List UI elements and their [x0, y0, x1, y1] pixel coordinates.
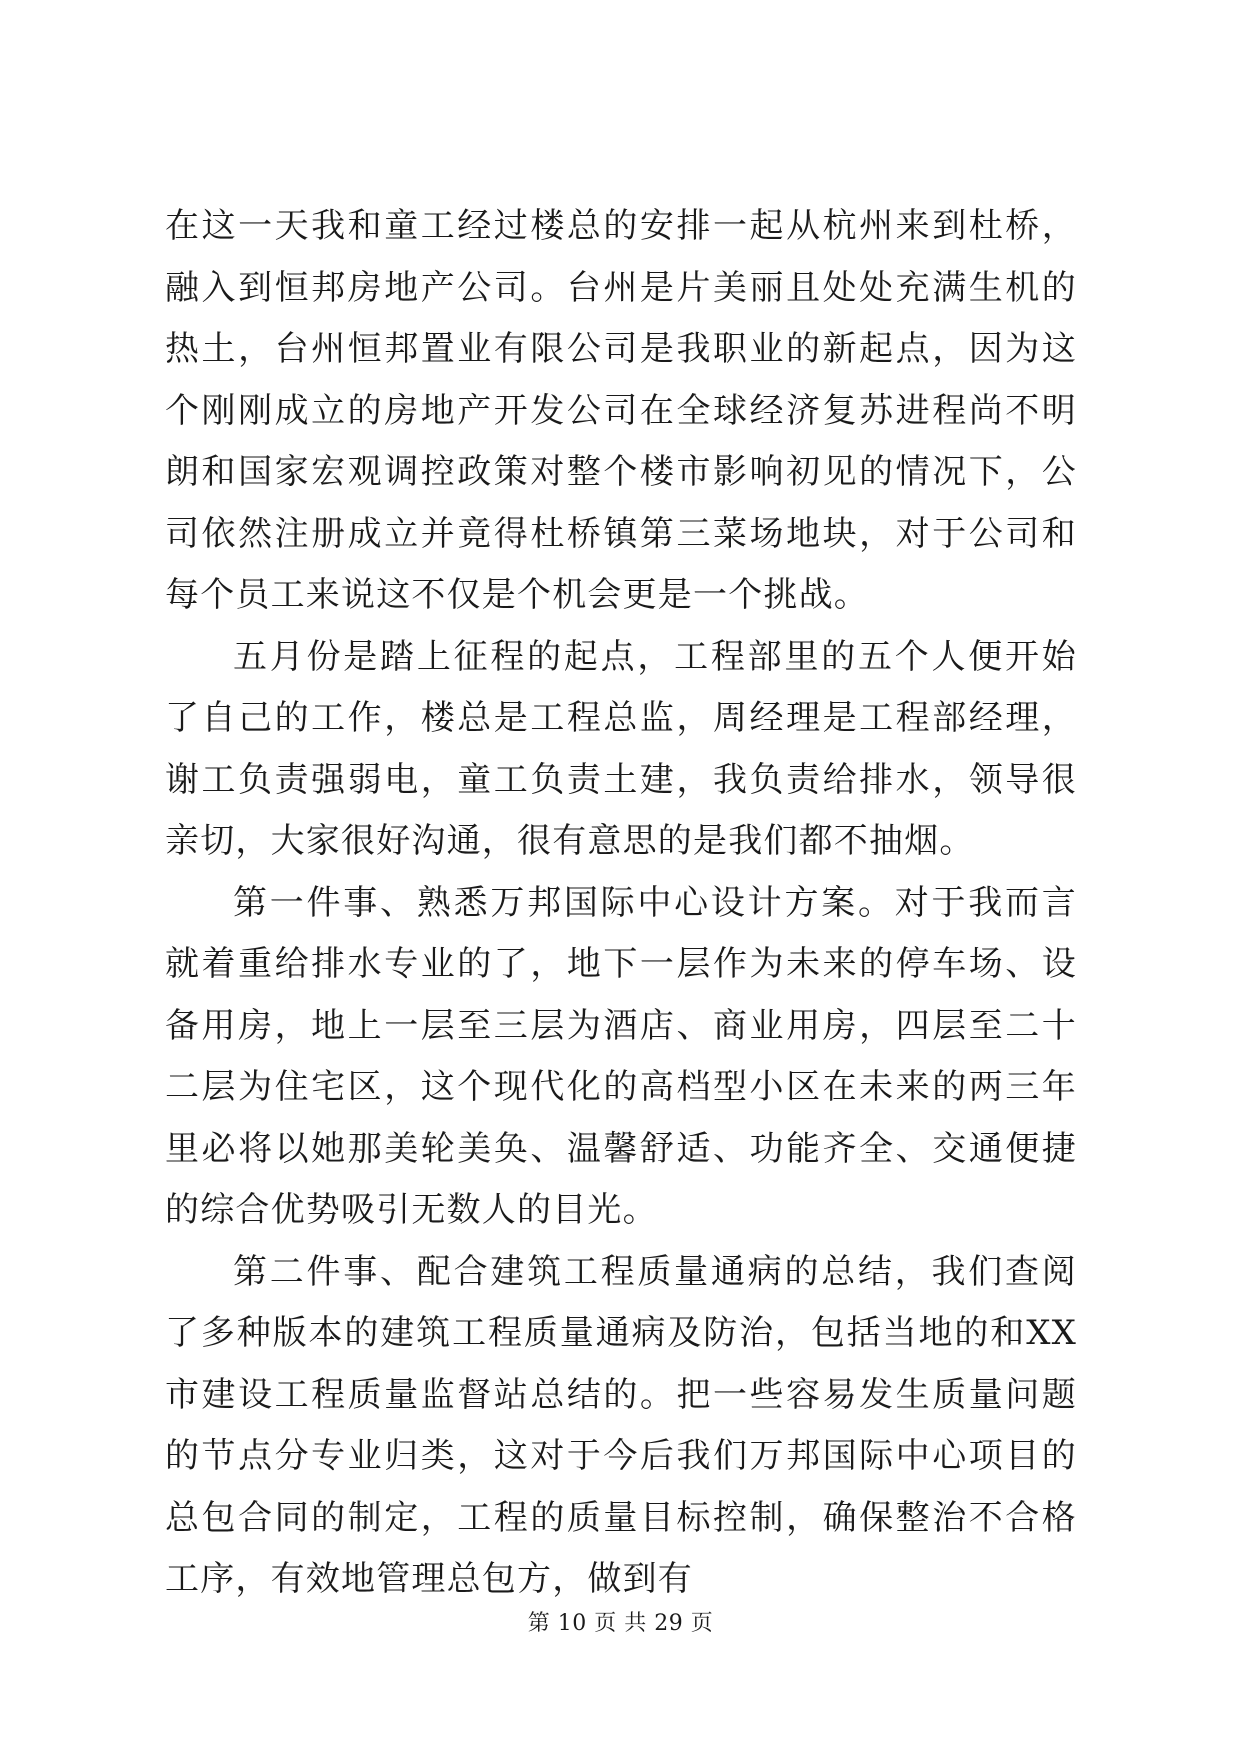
paragraph-3: 第一件事、熟悉万邦国际中心设计方案。对于我而言就着重给排水专业的了，地下一层作为未来的停车场、设备用房，地上一层至三层为酒店、商业用房，四层至二十二层为住宅区，这个现代化的高档型小区在未来的两三年里必将以她那美轮美奂、温馨舒适、功能齐全、交通便捷的综合优势吸引无数人的目光。	[165, 882, 1077, 1230]
page-number-footer: 第 10 页 共 29 页	[527, 1611, 714, 1636]
paragraph-2: 五月份是踏上征程的起点，工程部里的五个人便开始了自己的工作，楼总是工程总监，周经理是工程部经理，谢工负责强弱电，童工负责土建，我负责给排水，领导很亲切，大家很好沟通，很有意思的是我们都不抽烟。	[165, 636, 1077, 861]
paragraph-1: 在这一天我和童工经过楼总的安排一起从杭州来到杜桥，融入到恒邦房地产公司。台州是片美丽且处处充满生机的热土，台州恒邦置业有限公司是我职业的新起点，因为这个刚刚成立的房地产开发公司在全球经济复苏进程尚不明朗和国家宏观调控政策对整个楼市影响初见的情况下，公司依然注册成立并竟得杜桥镇第三菜场地块，对于公司和每个员工来说这不仅是个机会更是一个挑战。	[165, 206, 1077, 615]
document-body	[165, 196, 1077, 1611]
paragraph-4: 第二件事、配合建筑工程质量通病的总结，我们查阅了多种版本的建筑工程质量通病及防治，包括当地的和XX市建设工程质量监督站总结的。把一些容易发生质量问题的节点分专业归类，这对于今后我们万邦国际中心项目的总包合同的制定，工程的质量目标控制，确保整治不合格工序，有效地管理总包方，做到有	[165, 1251, 1077, 1599]
